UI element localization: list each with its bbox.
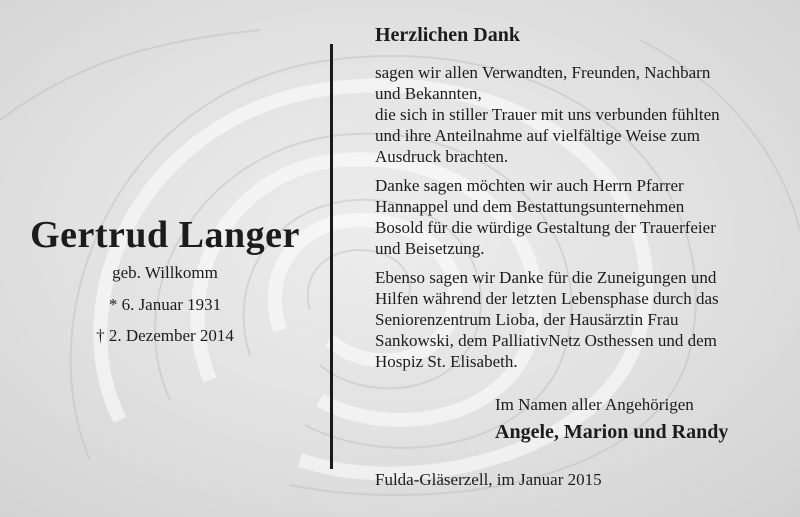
place-date: Fulda-Gläserzell, im Januar 2015 <box>375 470 602 489</box>
paragraph-line: und Beisetzung. <box>375 239 485 258</box>
paragraph-line: Ausdruck brachten. <box>375 147 509 166</box>
paragraph-line: und ihre Anteilnahme auf vielfältige Weise zum <box>375 126 700 145</box>
paragraph-line: Hilfen während der letzten Lebensphase durch das <box>375 289 719 308</box>
paragraph-line: Ebenso sagen wir Danke für die Zuneigungen und <box>375 268 717 287</box>
signature-intro: Im Namen aller Angehörigen <box>495 395 694 414</box>
signature-names: Angele, Marion und Randy <box>495 421 729 443</box>
paragraph-3 <box>375 267 770 372</box>
paragraph-1 <box>375 62 770 167</box>
paragraph-line: Hospiz St. Elisabeth. <box>375 352 518 371</box>
paragraph-line: und Bekannten, <box>375 84 482 103</box>
paragraph-2 <box>375 175 770 259</box>
paragraph-line: Seniorenzentrum Lioba, der Hausärztin Frau <box>375 310 679 329</box>
paragraph-line: Sankowski, dem PalliativNetz Osthessen und dem <box>375 331 717 350</box>
paragraph-line: Hannappel und dem Bestattungsunternehmen <box>375 197 685 216</box>
death-date: † 2. Dezember 2014 <box>96 326 234 345</box>
paragraph-line: die sich in stiller Trauer mit uns verbunden fühlten <box>375 105 720 124</box>
thank-you-text <box>375 22 770 380</box>
maiden-name: geb. Willkomm <box>112 263 218 282</box>
notice-heading: Herzlichen Dank <box>375 24 520 46</box>
paragraph-line: sagen wir allen Verwandten, Freunden, Nachbarn <box>375 63 711 82</box>
deceased-name: Gertrud Langer <box>30 214 300 256</box>
vertical-divider <box>330 44 333 469</box>
paragraph-line: Danke sagen möchten wir auch Herrn Pfarrer <box>375 176 684 195</box>
paragraph-line: Bosold für die würdige Gestaltung der Trauerfeier <box>375 218 716 237</box>
birth-date: * 6. Januar 1931 <box>108 295 222 314</box>
